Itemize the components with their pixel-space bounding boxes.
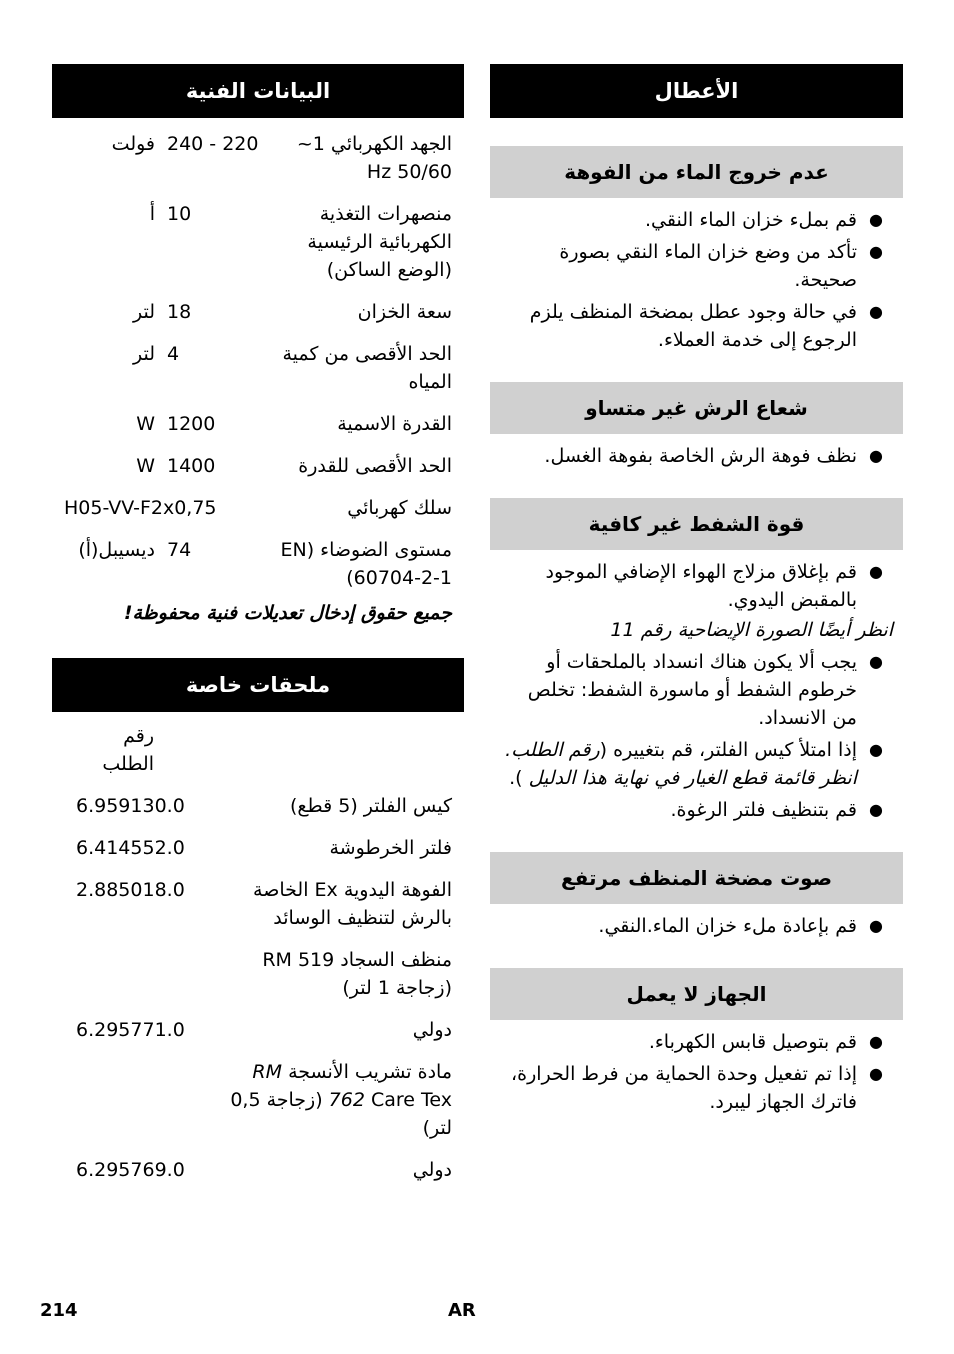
list-item: ● يجب ألا يكون هناك انسداد بالملحقات أو خرطوم الشفط أو ماسورة الشفط: تخلص من الانسداد. [490,648,903,732]
table-row [52,1058,464,1156]
bullet-icon: ● [869,446,883,465]
fault-heading: قوة الشفط غير كافية [490,498,903,550]
table-row [52,410,464,452]
bullet-icon: ● [869,1064,883,1083]
list-item: ● إذا امتلأ كيس الفلتر، قم بتغييره (رقم الطلب. انظر قائمة قطع الغيار في نهاية هذا الدليل ). [490,736,903,792]
table-row [52,722,464,792]
spec-unit: لتر [132,343,155,365]
rights-note: جميع حقوق إدخال تعديلات فنية محفوظة! [123,602,452,624]
technical-data-title: البيانات الفنية [52,64,464,118]
table-row [52,494,464,536]
accessory-name: الفوهة اليدوية Ex الخاصة بالرش لتنظيف الوسائد [253,879,452,929]
fault-list [490,648,903,824]
accessory-number: 6.295771.0 [76,1019,185,1041]
fault-list [490,206,903,354]
list-item: ● قم بتوصيل قابس الكهرباء. [490,1028,903,1056]
accessories-table [52,722,464,1198]
spec-value: 1200 [167,413,216,435]
accessory-number [52,946,212,1016]
spec-unit: أ [149,203,155,225]
fault-list [490,1028,903,1116]
bullet-icon: ● [869,242,883,261]
fault-section [490,852,903,940]
spec-value: H05-VV-F2x0,75 [64,497,217,519]
list-item: ● نظف فوهة الرش الخاصة بفوهة الغسل. [490,442,903,470]
bullet-icon: ● [869,302,883,321]
spec-unit: W [136,413,155,435]
table-row [52,946,464,1016]
table-row [52,536,464,606]
fault-list [490,442,903,470]
accessories-title: ملحقات خاصة [52,658,464,712]
fault-heading: صوت مضخة المنظف مرتفع [490,852,903,904]
spec-unit: فولت [111,133,155,155]
language-code: AR [448,1300,476,1321]
table-row [52,130,464,200]
fault-heading: الجهاز لا يعمل [490,968,903,1020]
bullet-icon: ● [869,652,883,671]
table-row [52,452,464,494]
accessory-name: كيس الفلتر (5 قطع) [289,795,452,817]
table-row [52,876,464,946]
fault-section [490,382,903,470]
accessory-name: دولي [412,1019,452,1041]
accessory-name: دولي [412,1159,452,1181]
spec-label: الحد الأقصى للقدرة [298,455,452,477]
fault-section [490,498,903,824]
spec-label: مستوى الضوضاء (EN 60704-2-1) [280,539,452,589]
bullet-icon: ● [869,800,883,819]
fault-section [490,968,903,1116]
accessory-number: 6.959130.0 [76,795,185,817]
spec-value: 74 [167,539,192,561]
spec-unit: W [136,455,155,477]
accessory-name: منظف السجاد RM 519 (زجاجة 1 لتر) [262,949,452,999]
list-item: ● في حالة وجود عطل بمضخة المنظف يلزم الرجوع إلى خدمة العملاء. [490,298,903,354]
faults-title: الأعطال [490,64,903,118]
product-code: RM 762 [252,1061,365,1111]
spec-label: القدرة الاسمية [337,413,452,435]
spec-label: الحد الأقصى من كمية المياه [282,343,452,393]
list-item: ● قم بتنظيف فلتر الرغوة. [490,796,903,824]
spec-label: منصهرات التغذية الكهربائية الرئيسية (الوضع الساكن) [307,203,452,281]
fault-heading: شعاع الرش غير متساو [490,382,903,434]
list-item: ● إذا تم تفعيل وحدة الحماية من فرط الحرارة، فاترك الجهاز ليبرد. [490,1060,903,1116]
fault-heading: عدم خروج الماء من الفوهة [490,146,903,198]
table-row [52,200,464,298]
table-row [52,340,464,410]
accessory-name: مادة تشريب الأنسجة RM 762 Care Tex (زجاجة 0,5 لتر) [230,1061,452,1139]
spec-value: 18 [167,301,192,323]
right-column [490,64,903,1120]
spec-value: 1400 [167,455,216,477]
spec-label: سعة الخزان [357,301,452,323]
fault-section [490,146,903,354]
bullet-icon: ● [869,916,883,935]
bullet-icon: ● [869,740,883,759]
fault-list [490,558,903,614]
bullet-icon: ● [869,1032,883,1051]
table-row [52,834,464,876]
page-number: 214 [40,1300,78,1321]
order-number-header: رقم الطلب [102,725,154,775]
list-item: ● قم بملء خزان الماء النقي. [490,206,903,234]
accessory-number: 6.295769.0 [76,1159,185,1181]
bullet-icon: ● [869,210,883,229]
accessory-number [52,1058,212,1156]
list-item: ● تأكد من وضع خزان الماء النقي بصورة صحيحة. [490,238,903,294]
table-row [52,792,464,834]
spec-unit: لتر [132,301,155,323]
table-row [52,298,464,340]
table-row [52,1156,464,1198]
bullet-icon: ● [869,562,883,581]
spec-value: 4 [167,343,180,365]
accessory-number: 2.885018.0 [76,879,185,901]
fault-list [490,912,903,940]
list-item: ● قم بإغلاق مزلاج الهواء الإضافي الموجود بالمقبض اليدوي. [490,558,903,614]
spec-label: الجهد الكهربائي 1~ 50/60 Hz [296,133,452,183]
technical-data-table [52,130,464,606]
list-item: ● قم بإعادة ملء خزان الماء.النقي. [490,912,903,940]
spec-label: سلك كهربائي [347,497,452,519]
left-column [52,64,464,1198]
spec-value: 220 - 240 [167,133,259,155]
spec-value: 10 [167,203,192,225]
spec-unit: ديسيبل(أ) [78,539,155,561]
accessory-number: 6.414552.0 [76,837,185,859]
table-row [52,1016,464,1058]
accessory-name: فلتر الخرطوشة [329,837,452,859]
figure-reference-note: انظر أيضًا الصورة الإيضاحية رقم 11 [610,619,893,641]
